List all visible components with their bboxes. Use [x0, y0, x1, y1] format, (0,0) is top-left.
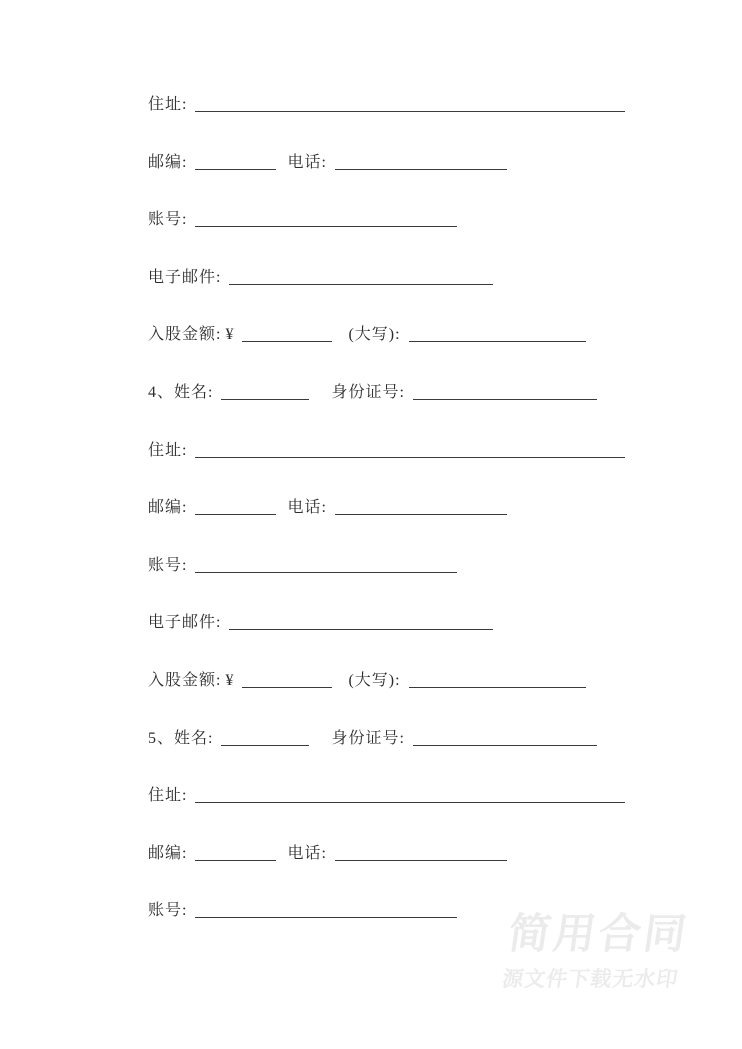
phone-blank-line[interactable] [335, 499, 507, 515]
form-row-address [148, 440, 708, 498]
form-row-email [148, 612, 708, 670]
amount-label: 入股金额: [148, 671, 222, 689]
amount-blank-line[interactable] [242, 672, 332, 688]
zip-label: 邮编: [148, 153, 188, 171]
phone-label: 电话: [287, 153, 327, 171]
email-label: 电子邮件: [148, 268, 222, 286]
amount-label: 入股金额: [148, 326, 222, 344]
yen-currency-symbol: ¥ [225, 671, 235, 689]
email-label: 电子邮件: [148, 614, 222, 632]
form-row-account [148, 209, 708, 267]
email-blank-line[interactable] [229, 614, 493, 630]
form-row-amount [148, 670, 708, 728]
amount-words-blank-line[interactable] [409, 672, 586, 688]
address-label: 住址: [148, 787, 188, 805]
amount-words-label: (大写): [348, 671, 401, 689]
phone-blank-line[interactable] [335, 154, 507, 170]
form-row-name-id [148, 382, 708, 440]
id-blank-line[interactable] [413, 384, 597, 400]
address-blank-line[interactable] [195, 96, 625, 112]
account-blank-line[interactable] [195, 902, 457, 918]
account-label: 账号: [148, 902, 188, 920]
id-blank-line[interactable] [413, 730, 597, 746]
email-blank-line[interactable] [229, 269, 493, 285]
watermark-title: 简用合同 [505, 910, 693, 957]
watermark [500, 910, 693, 993]
address-blank-line[interactable] [195, 787, 625, 803]
account-label: 账号: [148, 211, 188, 229]
amount-words-blank-line[interactable] [409, 326, 586, 342]
phone-label: 电话: [287, 499, 327, 517]
form-row-account [148, 555, 708, 613]
address-blank-line[interactable] [195, 442, 625, 458]
zip-blank-line[interactable] [195, 845, 276, 861]
zip-label: 邮编: [148, 499, 188, 517]
form-row-address [148, 94, 708, 152]
address-label: 住址: [148, 96, 188, 113]
id-number-label: 身份证号: [331, 383, 405, 401]
account-blank-line[interactable] [195, 557, 457, 573]
form-row-zip-phone [148, 152, 708, 210]
amount-words-label: (大写): [348, 326, 401, 344]
name-blank-line[interactable] [221, 730, 309, 746]
watermark-subtitle: 源文件下载无水印 [500, 968, 680, 991]
phone-label: 电话: [287, 844, 327, 862]
item4-name-label: 4、姓名: [148, 383, 214, 401]
address-label: 住址: [148, 441, 188, 459]
zip-blank-line[interactable] [195, 499, 276, 515]
zip-blank-line[interactable] [195, 154, 276, 170]
shareholder-form [148, 94, 708, 958]
item5-name-label: 5、姓名: [148, 729, 214, 747]
form-row-zip-phone [148, 843, 708, 901]
form-row-address [148, 785, 708, 843]
phone-blank-line[interactable] [335, 845, 507, 861]
amount-blank-line[interactable] [242, 326, 332, 342]
account-label: 账号: [148, 556, 188, 574]
form-row-amount [148, 324, 708, 382]
yen-currency-symbol: ¥ [225, 326, 235, 344]
form-row-name-id [148, 728, 708, 786]
form-row-zip-phone [148, 497, 708, 555]
zip-label: 邮编: [148, 844, 188, 862]
account-blank-line[interactable] [195, 211, 457, 227]
name-blank-line[interactable] [221, 384, 309, 400]
form-row-email [148, 267, 708, 325]
id-number-label: 身份证号: [331, 729, 405, 747]
